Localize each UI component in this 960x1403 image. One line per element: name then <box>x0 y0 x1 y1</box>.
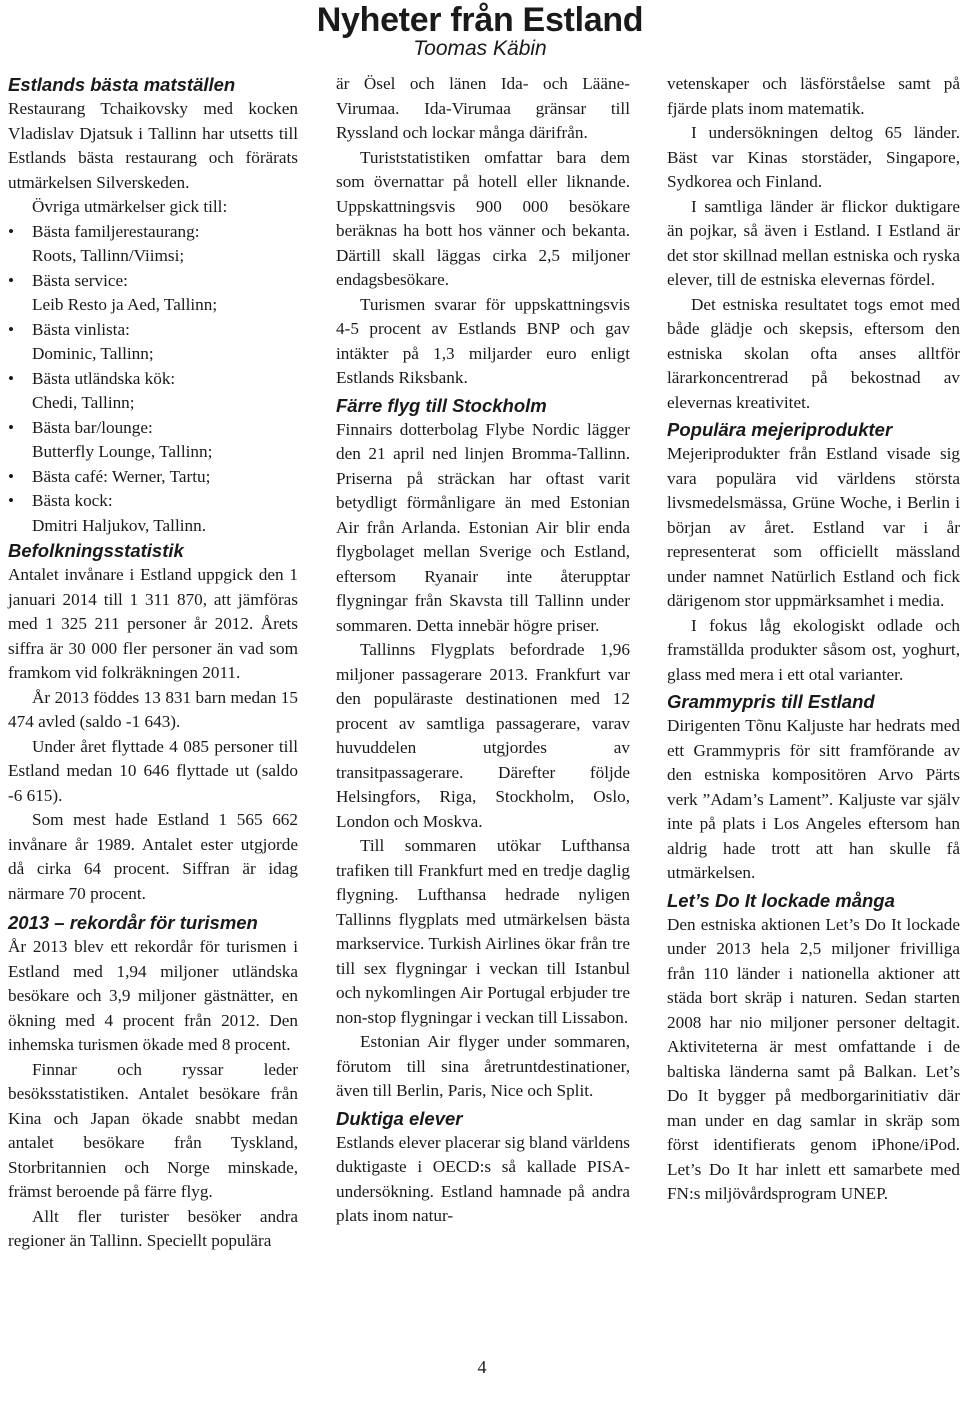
list-item <box>8 489 298 538</box>
paragraph: Restaurang Tchaikovsky med kocken Vladislav Djatsuk i Tallinn har utsetts till Estlands bästa restaurang och förärats utmärkelsen Silverskeden. <box>8 99 298 192</box>
list-item <box>8 416 298 465</box>
paragraph: Finnairs dotterbolag Flybe Nordic lägger den 21 april ned linjen Bromma-Tallinn. Priserna på sträckan har oftast varit betydligt förmånligare än med Estonian Air från Arlanda. Estonian Air blir enda flygbolaget mellan Sverige och Estland, eftersom Ryanair inte återupptar flygningar från Skavsta till Tallinn under sommaren. Detta innebär högre priser. <box>336 419 630 635</box>
award-winner: Dominic, Tallinn; <box>32 344 154 363</box>
list-item <box>8 220 298 269</box>
award-winner: Chedi, Tallinn; <box>32 393 135 412</box>
list-item <box>8 367 298 416</box>
paragraph: Till sommaren utökar Lufthansa trafiken till Frankfurt med en tredje daglig flygning. Lufthansa hedrade nyligen Tallinns flygplats med utmärkelsen bästa markservice. Turkish Airlines ökar från tre till sex flygningar i veckan till Istanbul och nykomlingen Air Portugal erbjuder tre non-stop flygningar i veckan till Lissabon. <box>336 836 630 1027</box>
award-category: Bästa bar/lounge: <box>32 417 153 437</box>
paragraph: Estlands elever placerar sig bland världens duktigaste i OECD:s så kallade PISA-undersökning. Estland hamnade på andra plats inom natur- <box>336 1132 630 1225</box>
column-1 <box>8 72 298 1254</box>
column-3 <box>667 72 960 1207</box>
award-category: Bästa service: <box>32 270 128 290</box>
author-byline: Toomas Käbin <box>413 37 547 60</box>
paragraph: I fokus låg ekologiskt odlade och framställda produkter såsom ost, yoghurt, glass med mera i ett otal varianter. <box>667 615 960 684</box>
award-category: Bästa familjerestaurang: <box>32 221 200 241</box>
award-winner: Leib Resto ja Aed, Tallinn; <box>32 295 218 314</box>
paragraph: Den estniska aktionen Let’s Do It lockade under 2013 hela 2,5 miljoner frivilliga från 110 länder i nationella aktioner att städa bort skräp i naturen. Sedan starten 2008 har nio miljoner personer deltagit. Aktiviteterna är mest omfattande i de baltiska länderna samt på Balkan. Let’s Do It bygger på medborgarinitiativ där man under en dag samlar in skräp som först identifierats genom iPhone/iPod. Let’s Do It har inlett ett samarbete med FN:s miljövårdsprogram UNEP. <box>667 914 960 1203</box>
list-item <box>8 318 298 367</box>
paragraph: vetenskaper och läsförståelse samt på fjärde plats inom matematik. <box>667 74 960 118</box>
paragraph: I undersökningen deltog 65 länder. Bäst var Kinas storstäder, Singapore, Sydkorea och Finland. <box>667 123 960 191</box>
paragraph: Finnar och ryssar leder besöksstatistiken. Antalet besökare från Kina och Japan ökade snabbt medan antalet besökare från Tyskland, Storbritannien och Norge minskade, främst beroende på färre flyg. <box>8 1059 298 1201</box>
award-category: Bästa vinlista: <box>32 319 130 339</box>
awards-list <box>8 220 298 539</box>
paragraph: Allt fler turister besöker andra regioner än Tallinn. Speciellt populära <box>8 1206 298 1250</box>
paragraph: är Ösel och länen Ida- och Lääne-Virumaa. Ida-Virumaa gränsar till Ryssland och lockar många därifrån. <box>336 74 630 142</box>
heading-matstallen: Estlands bästa matställen <box>8 74 236 95</box>
award-winner: Butterfly Lounge, Tallinn; <box>32 442 213 461</box>
column-2 <box>336 72 630 1229</box>
heading-duktiga: Duktiga elever <box>336 1107 463 1129</box>
paragraph: Som mest hade Estland 1 565 662 invånare år 1989. Antalet ester utgjorde då cirka 64 procent. Siffran är idag närmare 70 procent. <box>8 810 298 903</box>
paragraph: Det estniska resultatet togs emot med både glädje och skepsis, eftersom den estniska skolan ofta anses alltför lärarkoncentrerad på bekostnad av elevernas kreativitet. <box>667 294 960 412</box>
heading-grammy: Grammypris till Estland <box>667 691 875 712</box>
award-winner: Roots, Tallinn/Viimsi; <box>32 246 185 265</box>
award-category: Bästa kock: <box>32 491 113 510</box>
page-number: 4 <box>477 1357 487 1377</box>
page-title: Nyheter från Estland <box>316 1 644 39</box>
heading-befolkning: Befolkningsstatistik <box>8 540 184 561</box>
paragraph: År 2013 blev ett rekordår för turismen i Estland med 1,94 miljoner utländska besökare och 3,9 miljoner gästnätter, en ökning med 4 procent från 2012. Den inhemska turismen ökade med 8 procent. <box>8 937 298 1054</box>
paragraph: Mejeriprodukter från Estland visade sig vara populära vid världens största livsmedelsmässa, Grüne Woche, i Berlin i början av året. Estland var i år representerat som officiellt mässland under namnet Natürlich Estland och fick därigenom stor uppmärksamhet i media. <box>667 444 960 610</box>
heading-rekordar: 2013 – rekordår för turismen <box>8 912 258 933</box>
award-category: Bästa café: Werner, Tartu; <box>32 466 211 486</box>
award-winner: Dmitri Haljukov, Tallinn. <box>32 515 206 535</box>
paragraph: Dirigenten Tõnu Kaljuste har hedrats med ett Grammypris för sitt framförande av den estniska kompositören Arvo Pärts verk ”Adam’s Lament”. Kaljuste var själv inte på plats i Los Angeles eftersom han aldrig hade trott att han skulle få utmärkelsen. <box>667 716 960 882</box>
heading-letsdoit: Let’s Do It lockade många <box>667 889 895 911</box>
heading-mejeri: Populära mejeriprodukter <box>667 419 893 440</box>
paragraph: Antalet invånare i Estland uppgick den 1 januari 2014 till 1 311 870, att jämföras med 1 325 211 personer år 2012. Årets siffra är 30 000 fler personer än vad som framkom vid folkräkningen 2011. <box>8 565 298 682</box>
paragraph: Turiststatistiken omfattar bara dem som övernattar på hotell eller liknande. Uppskattningsvis 900 000 besökare beräknas ha bott hos vänner och bekanta. Därtill skall läggas cirka 2,5 miljoner endagsbesökare. <box>336 147 630 289</box>
heading-flyg: Färre flyg till Stockholm <box>336 394 547 416</box>
award-category: Bästa utländska kök: <box>32 368 176 388</box>
paragraph: I samtliga länder är flickor duktigare än pojkar, så även i Estland. I Estland är det stor skillnad mellan estniska och ryska elever, till de estniska elevernas fördel. <box>667 196 960 289</box>
paragraph: Turismen svarar för uppskattningsvis 4-5 procent av Estlands BNP och gav intäkter på 1,3 miljarder euro enligt Estlands Riksbank. <box>336 294 630 387</box>
paragraph: Estonian Air flyger under sommaren, förutom till sina åretruntdestinationer, även till Berlin, Paris, Nice och Split. <box>336 1032 630 1100</box>
paragraph: År 2013 föddes 13 831 barn medan 15 474 avled (saldo -1 643). <box>8 687 298 731</box>
list-item <box>8 269 298 318</box>
list-item <box>8 465 298 490</box>
paragraph: Övriga utmärkelser gick till: <box>32 197 228 216</box>
paragraph: Under året flyttade 4 085 personer till Estland medan 10 646 flyttade ut (saldo -6 615). <box>8 736 298 805</box>
paragraph: Tallinns Flygplats befordrade 1,96 miljoner passagerare 2013. Frankfurt var den populäraste destinationen med 12 procent av samtliga passagerare, varav huvuddelen utgjordes av transitpassagerare. Därefter följde Helsingfors, Riga, Stockholm, Oslo, London och Moskva. <box>336 640 630 831</box>
